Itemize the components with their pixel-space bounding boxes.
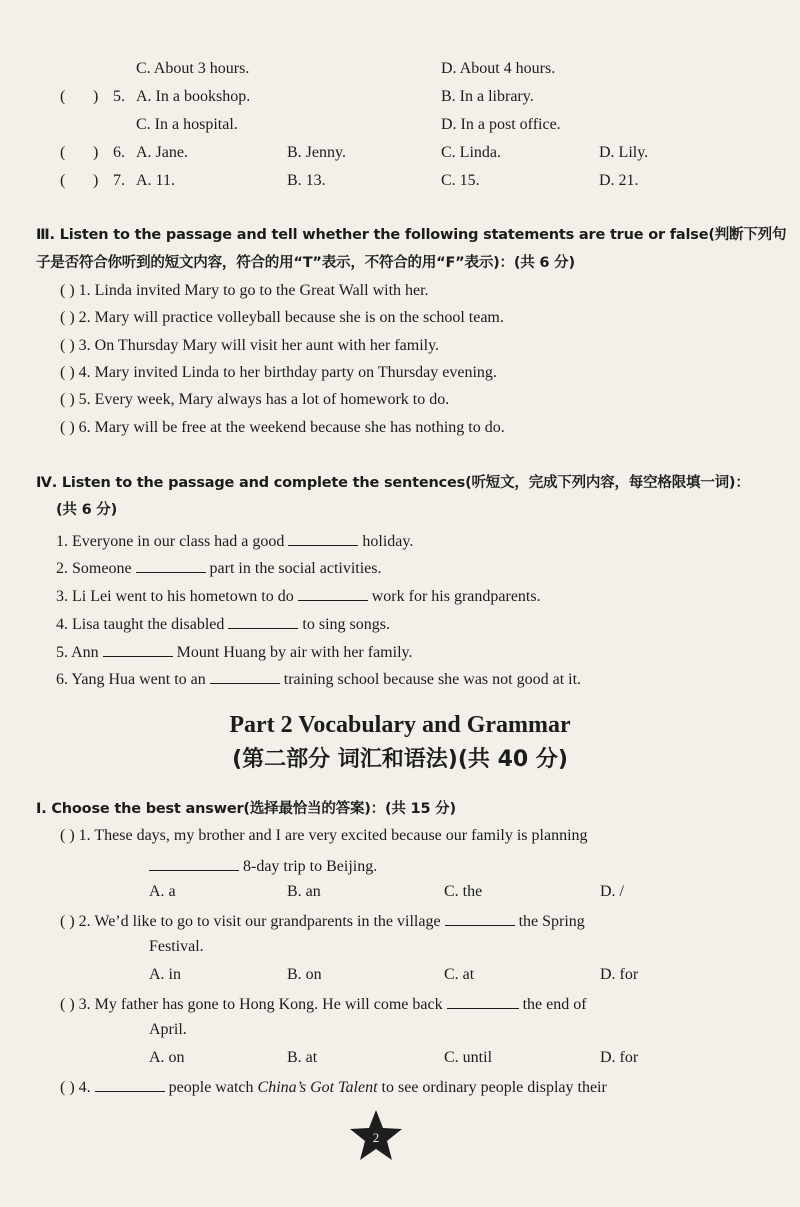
q1-option-a: A. a (149, 883, 176, 900)
section4-item-3: 3. Li Lei went to his hometown to do work for his grandparents. (56, 584, 541, 607)
section3-item-2: ( ) 2. Mary will practice volleyball because she is on the school team. (60, 309, 504, 326)
section4-heading-line2: (共 6 分) (56, 502, 118, 518)
section4-heading-line1: Ⅳ. Listen to the passage and complete the sentences(听短文，完成下列内容，每空格限填一词)： (36, 475, 750, 491)
q2-option-c: C. at (444, 966, 475, 983)
part2-title: Part 2 Vocabulary and Grammar (229, 712, 571, 738)
q5-option-b: B. In a library. (441, 88, 534, 105)
q1-line2: 8-day trip to Beijing. (149, 854, 377, 877)
answer-blank[interactable] (210, 667, 280, 684)
q5-paren-open: ( (60, 88, 66, 105)
page-number: 2 (372, 1130, 380, 1145)
q3-option-a: A. on (149, 1049, 185, 1066)
answer-blank[interactable] (103, 640, 173, 657)
section4-item-1: 1. Everyone in our class had a good holiday. (56, 529, 413, 552)
answer-blank[interactable] (228, 612, 298, 629)
section4-item-4: 4. Lisa taught the disabled to sing songs. (56, 612, 390, 635)
answer-blank[interactable] (136, 556, 206, 573)
q4-line1: ( ) 4. people watch China’s Got Talent to see ordinary people display their (60, 1075, 607, 1098)
section4-item-6: 6. Yang Hua went to an training school because she was not good at it. (56, 667, 581, 690)
q5-paren-close: ) (93, 88, 99, 105)
q2-line2: Festival. (149, 938, 204, 955)
q4-option-c: C. About 3 hours. (136, 60, 250, 77)
q3-option-b: B. at (287, 1049, 318, 1066)
section4-item-5: 5. Ann Mount Huang by air with her family. (56, 640, 412, 663)
q6-paren-open: ( (60, 144, 66, 161)
q2-option-a: A. in (149, 966, 181, 983)
q5-number: 5. (113, 88, 125, 105)
q2-option-b: B. on (287, 966, 322, 983)
section1-heading: Ⅰ. Choose the best answer(选择最恰当的答案)：(共 15 分) (36, 801, 456, 817)
q4-option-d: D. About 4 hours. (441, 60, 556, 77)
part2-subtitle: (第二部分 词汇和语法)(共 40 分) (232, 747, 568, 772)
q5-option-d: D. In a post office. (441, 116, 561, 133)
answer-blank[interactable] (149, 854, 239, 871)
section3-heading-line2: 子是否符合你听到的短文内容，符合的用“T”表示，不符合的用“F”表示)：(共 6 分) (36, 255, 575, 271)
q6-option-c: C. Linda. (441, 144, 501, 161)
section3-item-6: ( ) 6. Mary will be free at the weekend because she has nothing to do. (60, 419, 505, 436)
q7-option-a: A. 11. (136, 172, 175, 189)
section3-item-5: ( ) 5. Every week, Mary always has a lot of homework to do. (60, 391, 450, 408)
q6-option-d: D. Lily. (599, 144, 649, 161)
q1-option-c: C. the (444, 883, 483, 900)
answer-blank[interactable] (298, 584, 368, 601)
q5-option-a: A. In a bookshop. (136, 88, 251, 105)
section3-item-3: ( ) 3. On Thursday Mary will visit her aunt with her family. (60, 337, 440, 354)
answer-blank[interactable] (445, 909, 515, 926)
q3-line1: ( ) 3. My father has gone to Hong Kong. He will come back the end of (60, 992, 587, 1015)
q7-option-c: C. 15. (441, 172, 480, 189)
q5-option-c: C. In a hospital. (136, 116, 238, 133)
section3-item-4: ( ) 4. Mary invited Linda to her birthday party on Thursday evening. (60, 364, 497, 381)
q6-number: 6. (113, 144, 125, 161)
q7-option-d: D. 21. (599, 172, 639, 189)
q3-option-c: C. until (444, 1049, 493, 1066)
answer-blank[interactable] (447, 992, 519, 1009)
q3-option-d: D. for (600, 1049, 639, 1066)
answer-blank[interactable] (95, 1075, 165, 1092)
q1-option-d: D. / (600, 883, 624, 900)
q1-option-b: B. an (287, 883, 321, 900)
q7-number: 7. (113, 172, 125, 189)
answer-blank[interactable] (288, 529, 358, 546)
q7-paren-open: ( (60, 172, 66, 189)
q3-line2: April. (149, 1021, 187, 1038)
q7-paren-close: ) (93, 172, 99, 189)
section3-item-1: ( ) 1. Linda invited Mary to go to the Great Wall with her. (60, 282, 429, 299)
q7-option-b: B. 13. (287, 172, 326, 189)
q2-option-d: D. for (600, 966, 639, 983)
page-number-star-icon (348, 1108, 404, 1164)
q6-paren-close: ) (93, 144, 99, 161)
q2-line1: ( ) 2. We’d like to go to visit our grandparents in the village the Spring (60, 909, 585, 932)
q1-line1: ( ) 1. These days, my brother and I are very excited because our family is planning (60, 827, 588, 844)
q6-option-a: A. Jane. (136, 144, 188, 161)
section3-heading-line1: Ⅲ. Listen to the passage and tell whether the following statements are true or false(判断下列句 (36, 227, 787, 243)
section4-item-2: 2. Someone part in the social activities. (56, 556, 382, 579)
q6-option-b: B. Jenny. (287, 144, 346, 161)
